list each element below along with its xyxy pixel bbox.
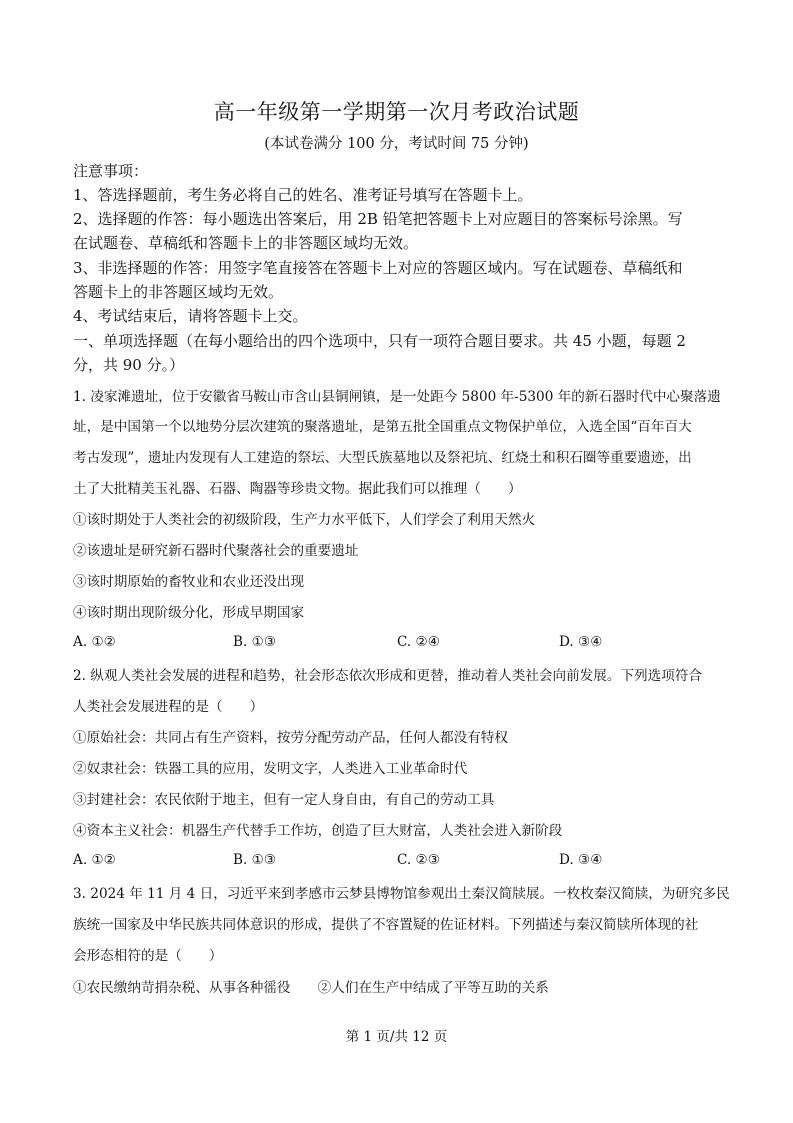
q2-option-b[interactable]: B. ①③ bbox=[233, 852, 277, 868]
q3-item: ①农民缴纳苛捐杂税、从事各种徭役 ②人们在生产中结成了平等互助的关系 bbox=[73, 980, 549, 996]
notice-line: 4、考试结束后，请将答题卡上交。 bbox=[73, 307, 308, 325]
q2-stem-line: 2. 纵观人类社会发展的进程和趋势，社会形态依次形成和更替，推动着人类社会向前发展。下列选项符合 bbox=[73, 668, 703, 684]
q3-stem-line: 3. 2024 年 11 月 4 日，习近平来到孝感市云梦县博物馆参观出土秦汉简牍展。一枚枚秦汉简牍，为研究多民 bbox=[73, 886, 730, 902]
q2-stem-line: 人类社会发展进程的是（ ） bbox=[73, 699, 264, 715]
q1-item: ②该遗址是研究新石器时代聚落社会的重要遗址 bbox=[73, 543, 359, 559]
exam-subtitle: (本试卷满分 100 分，考试时间 75 分钟) bbox=[264, 136, 529, 152]
q1-stem-line: 址，是中国第一个以地势分层次建筑的聚落遗址，是第五批全国重点文物保护单位，入选全国“百年百大 bbox=[73, 419, 692, 435]
q1-stem-line: 土了大批精美玉礼器、石器、陶器等珍贵文物。据此我们可以推理（ ） bbox=[73, 481, 522, 497]
q1-option-b[interactable]: B. ①③ bbox=[233, 634, 277, 650]
notice-line: 1、答选择题前，考生务必将自己的姓名、准考证号填写在答题卡上。 bbox=[73, 186, 533, 204]
notice-line: 2、选择题的作答：每小题选出答案后，用 2B 铅笔把答题卡上对应题目的答案标号涂黑。写 bbox=[73, 210, 683, 228]
notice-line: 在试题卷、草稿纸和答题卡上的非答题区域均无效。 bbox=[73, 234, 419, 252]
section-heading: 一、单项选择题（在每小题给出的四个选项中，只有一项符合题目要求。共 45 小题，每题 2 bbox=[73, 332, 686, 350]
page-number: 第 1 页/共 12 页 bbox=[345, 1029, 448, 1045]
q2-item: ①原始社会：共同占有生产资料，按劳分配劳动产品，任何人都没有特权 bbox=[73, 730, 508, 746]
q2-item: ③封建社会：农民依附于地主，但有一定人身自由，有自己的劳动工具 bbox=[73, 792, 495, 808]
q2-option-c[interactable]: C. ②③ bbox=[397, 852, 440, 868]
notice-heading: 注意事项： bbox=[73, 162, 149, 180]
q1-stem-line: 1. 凌家滩遗址，位于安徽省马鞍山市含山县铜闸镇，是一处距今 5800 年-5300 年的新石器时代中心聚落遗 bbox=[73, 389, 721, 405]
q2-option-d[interactable]: D. ③④ bbox=[559, 852, 603, 868]
q2-item: ②奴隶社会：铁器工具的应用，发明文字，人类进入工业革命时代 bbox=[73, 761, 468, 777]
q1-item: ④该时期出现阶级分化，形成早期国家 bbox=[73, 605, 305, 621]
q1-option-c[interactable]: C. ②④ bbox=[397, 634, 440, 650]
q1-option-a[interactable]: A. ①② bbox=[73, 634, 116, 650]
notice-line: 答题卡上的非答题区域均无效。 bbox=[73, 283, 284, 301]
exam-title: 高一年级第一学期第一次月考政治试题 bbox=[213, 100, 580, 124]
section-heading: 分，共 90 分。） bbox=[73, 356, 185, 374]
notice-line: 3、非选择题的作答：用签字笔直接答在答题卡上对应的答题区域内。写在试题卷、草稿纸和 bbox=[73, 259, 683, 277]
q1-stem-line: 考古发现”，遗址内发现有人工建造的祭坛、大型氏族墓地以及祭祀坑、红烧土和积石圈等重要遗迹，出 bbox=[73, 450, 692, 466]
q3-stem-line: 会形态相符的是（ ） bbox=[73, 948, 223, 964]
q2-item: ④资本主义社会：机器生产代替手工作坊，创造了巨大财富，人类社会进入新阶段 bbox=[73, 823, 563, 839]
q1-option-d[interactable]: D. ③④ bbox=[559, 634, 603, 650]
q2-option-a[interactable]: A. ①② bbox=[73, 852, 116, 868]
q3-stem-line: 族统一国家及中华民族共同体意识的形成，提供了不容置疑的佐证材料。下列描述与秦汉简牍所体现的社 bbox=[73, 917, 699, 933]
q1-item: ③该时期原始的畜牧业和农业还没出现 bbox=[73, 574, 305, 590]
q1-item: ①该时期处于人类社会的初级阶段，生产力水平低下，人们学会了利用天然火 bbox=[73, 512, 536, 528]
